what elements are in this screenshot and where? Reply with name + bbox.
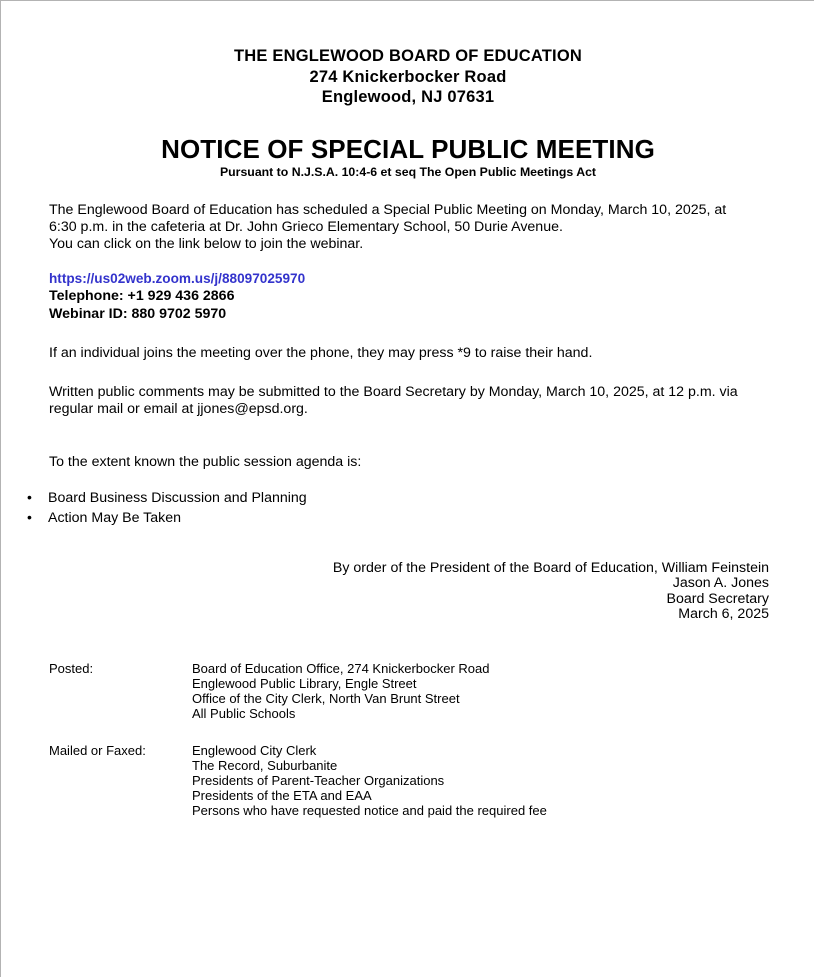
- bullet-icon: •: [27, 509, 32, 526]
- distribution-item: All Public Schools: [192, 705, 296, 721]
- agenda-list: [1, 488, 814, 529]
- distribution-section: [49, 661, 814, 818]
- organization-city-state-zip: Englewood, NJ 07631: [321, 88, 495, 106]
- signature-title: Board Secretary: [666, 590, 769, 607]
- distribution-item: Office of the City Clerk, North Van Brunt Street: [192, 690, 460, 706]
- distribution-item: Presidents of Parent-Teacher Organizations: [192, 772, 445, 788]
- distribution-group-mailed-or-faxed: [49, 743, 814, 818]
- page-title: NOTICE OF SPECIAL PUBLIC MEETING: [161, 133, 655, 164]
- signature-date: March 6, 2025: [678, 606, 769, 623]
- distribution-items: [192, 661, 814, 721]
- letterhead: [1, 46, 814, 108]
- signature-block: [1, 561, 769, 623]
- webinar-details: [49, 270, 814, 323]
- agenda-item-label: Action May Be Taken: [48, 510, 182, 527]
- page-subtitle: Pursuant to N.J.S.A. 10:4-6 et seq The Open Public Meetings Act: [219, 164, 597, 179]
- distribution-items: [192, 743, 814, 818]
- distribution-item: Board of Education Office, 274 Knickerbocker Road: [192, 660, 490, 676]
- distribution-item: Presidents of the ETA and EAA: [192, 787, 372, 803]
- intro-line-1: The Englewood Board of Education has scheduled a Special Public Meeting on Monday, March 10, 2025, at: [49, 201, 727, 218]
- intro-line-2: 6:30 p.m. in the cafeteria at Dr. John Grieco Elementary School, 50 Durie Avenue.: [49, 218, 563, 235]
- written-comments-line-2: or email at jjones@epsd.org.: [127, 401, 308, 418]
- agenda-item-label: Board Business Discussion and Planning: [48, 489, 307, 506]
- distribution-item: The Record, Suburbanite: [192, 757, 338, 773]
- notice-document: [1, 1, 814, 818]
- list-item: [1, 488, 814, 509]
- signature-name: Jason A. Jones: [672, 575, 769, 592]
- intro-paragraph: [49, 202, 769, 254]
- organization-name: THE ENGLEWOOD BOARD OF EDUCATION: [233, 47, 582, 65]
- webinar-id: Webinar ID: 880 9702 5970: [49, 305, 227, 322]
- distribution-item: Englewood City Clerk: [192, 742, 317, 758]
- agenda-lead-in: To the extent known the public session agenda is:: [49, 454, 362, 471]
- bullet-icon: •: [27, 488, 32, 505]
- organization-street: 274 Knickerbocker Road: [309, 67, 507, 86]
- written-comments-line-1: Written public comments may be submitted to the Board Secretary by Monday, March 10, 2025, at 12 p.m. via regular mail: [49, 383, 738, 418]
- phone-raise-hand-note: If an individual joins the meeting over the phone, they may press *9 to raise their hand.: [49, 344, 593, 361]
- distribution-label: Mailed or Faxed:: [49, 742, 146, 758]
- webinar-telephone: Telephone: +1 929 436 2866: [49, 288, 235, 305]
- written-comments-paragraph: [49, 384, 769, 418]
- distribution-item: Persons who have requested notice and paid the required fee: [192, 802, 547, 818]
- zoom-meeting-link[interactable]: https://us02web.zoom.us/j/88097025970: [49, 271, 306, 287]
- distribution-group-posted: [49, 661, 814, 721]
- distribution-item: Englewood Public Library, Engle Street: [192, 675, 417, 691]
- distribution-label: Posted:: [49, 660, 94, 676]
- list-item: [1, 508, 814, 529]
- intro-line-3: You can click on the link below to join the webinar.: [49, 235, 364, 252]
- signature-authority: By order of the President of the Board of Education, William Feinstein: [332, 559, 769, 576]
